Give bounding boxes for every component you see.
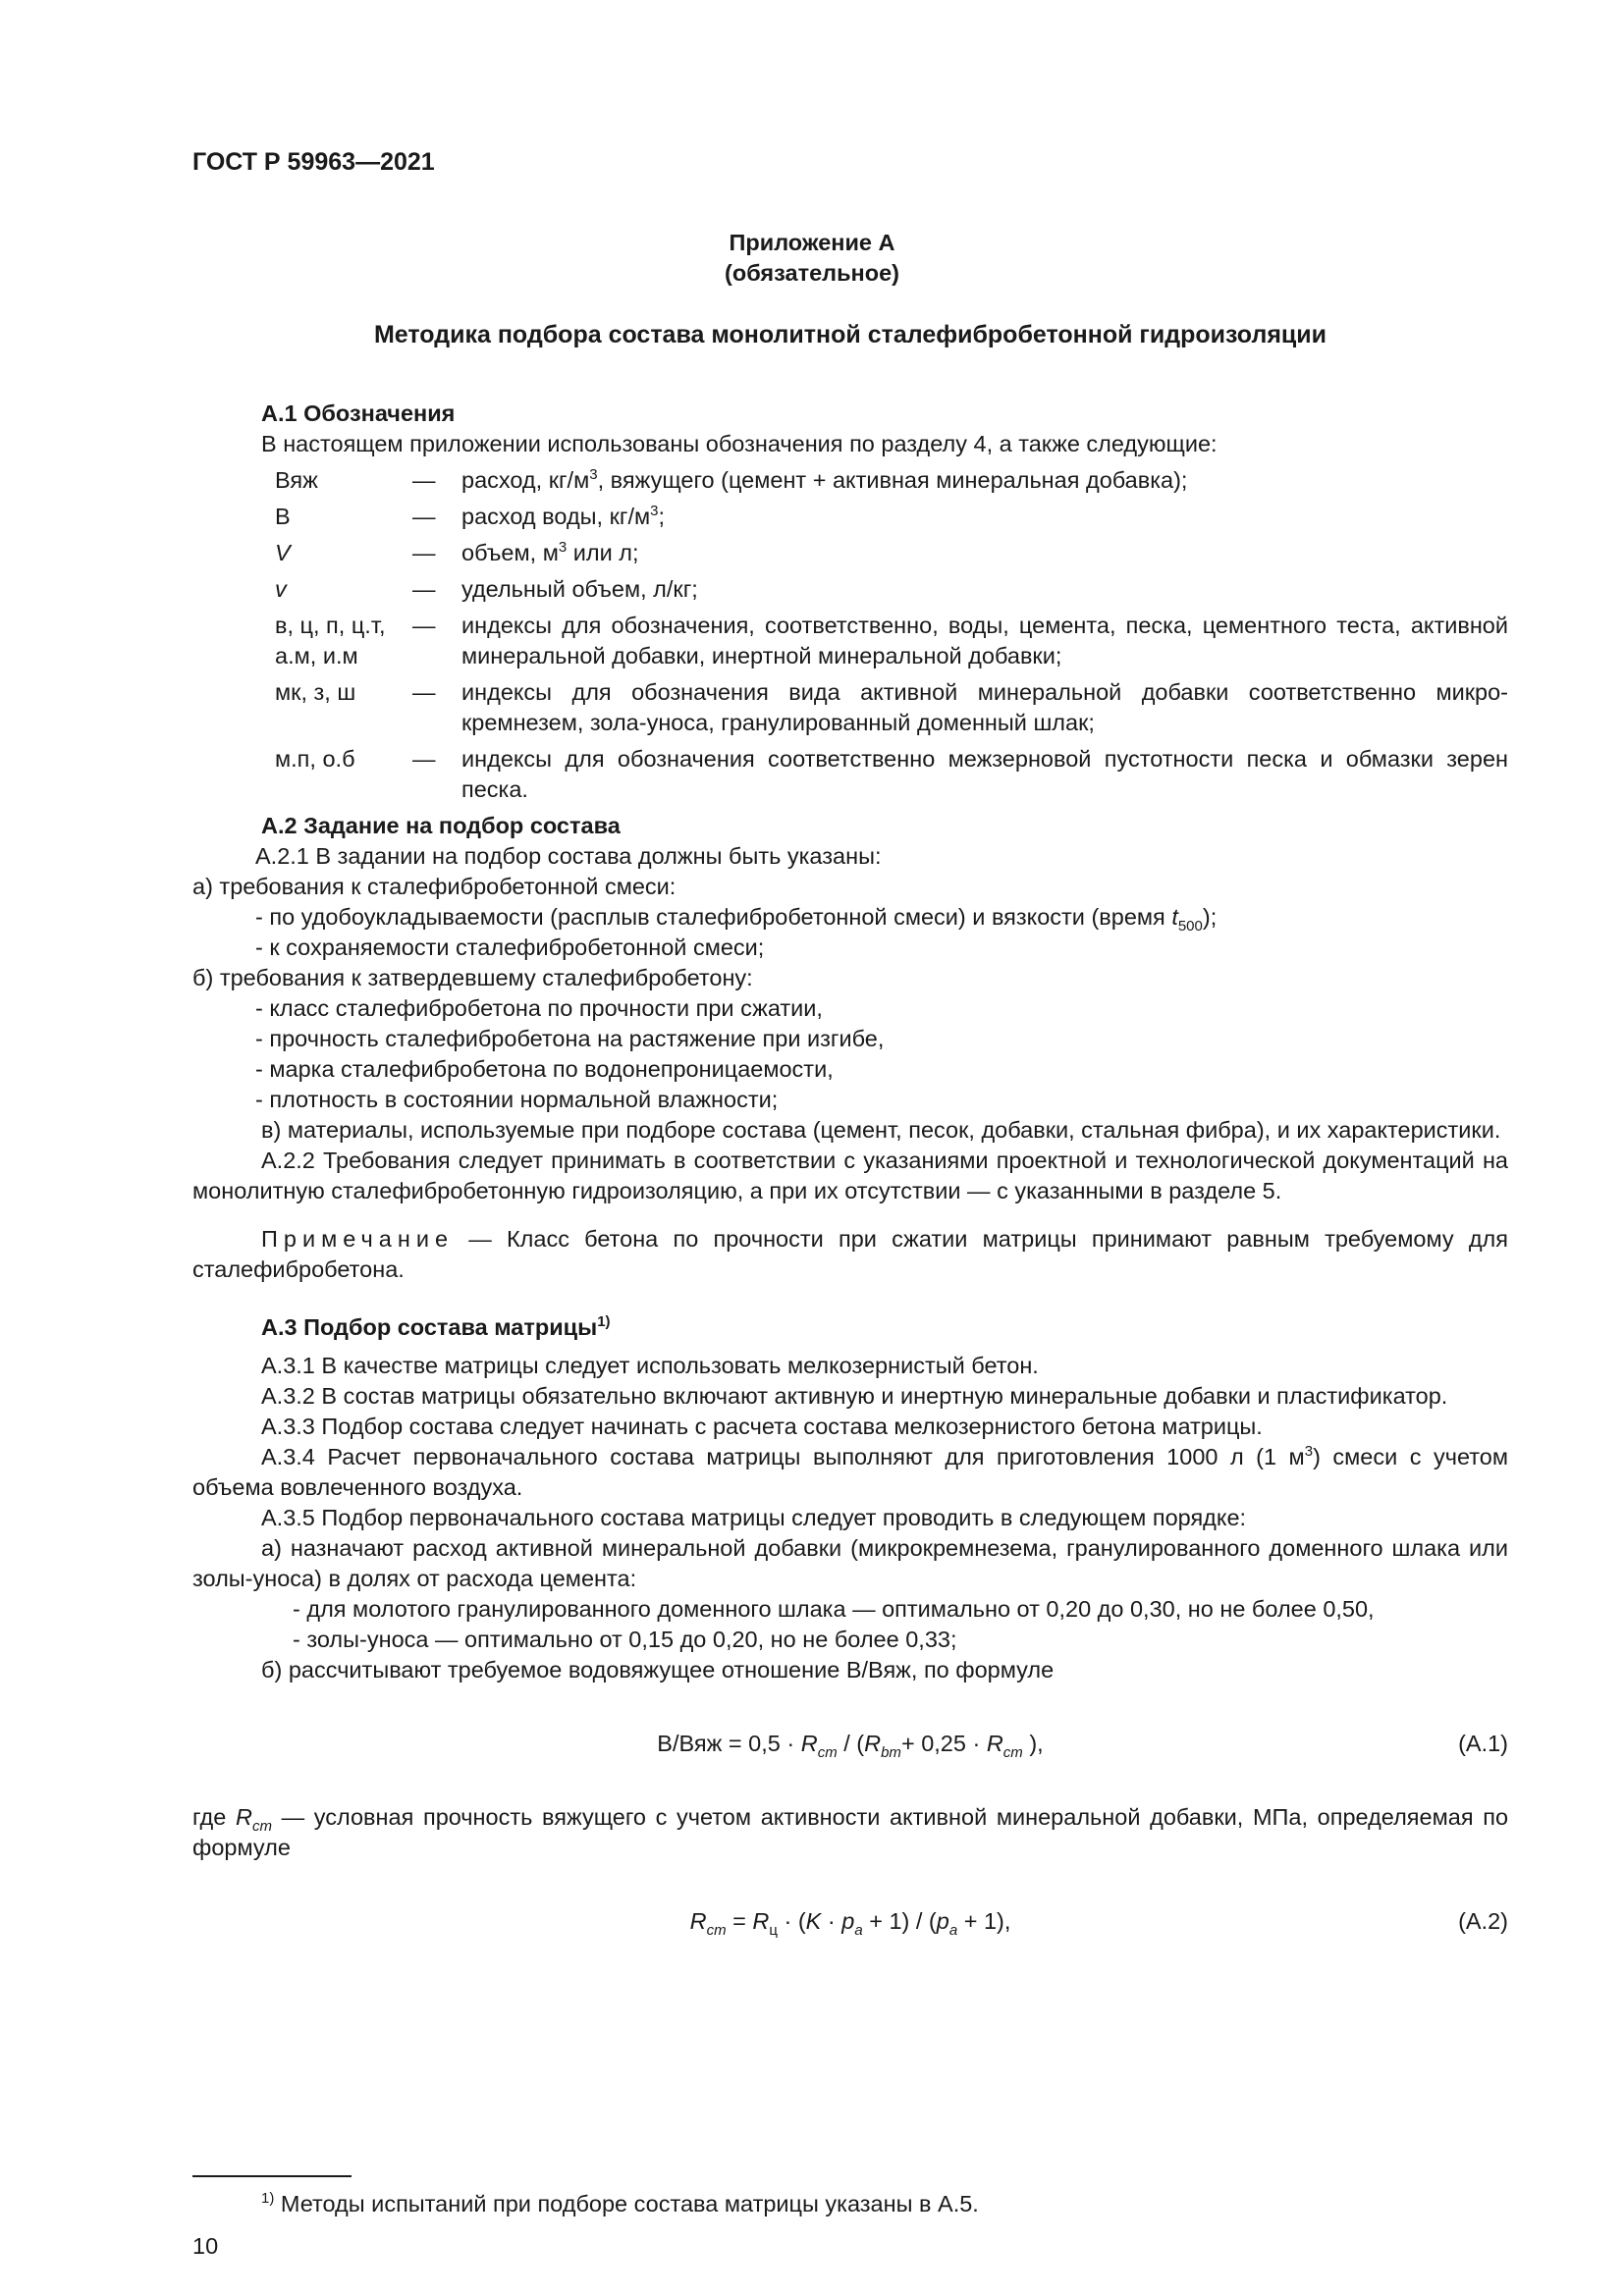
term-label: в, ц, п, ц.т, а.м, и.м [275, 613, 386, 668]
a2-note: Примечание — Класс бетона по прочности при сжатии матрицы принимают равным требуемому для сталефибробетона. [192, 1226, 1508, 1282]
a2-item-b-1: - класс сталефибробетона по прочности при сжатии, [255, 995, 823, 1021]
a3-item-a-2: - золы-уноса — оптимально от 0,15 до 0,20, но не более 0,33; [293, 1627, 957, 1652]
main-content [192, 399, 1508, 1937]
a3-paragraph-1: А.3.1 В качестве матрицы следует использовать мелкозернистый бетон. [261, 1353, 1039, 1378]
term-label: В [275, 504, 291, 529]
term-label: v [275, 576, 287, 602]
term-definition: индексы для обозначения, соответственно, воды, цемента, песка, цементного теста, активной минеральной добавки, инертной минеральной добавки; [461, 613, 1508, 668]
term-definition: объем, $м^3$ или л; [461, 539, 639, 565]
a2-item-a-2: - к сохраняемости сталефибробетонной смеси; [255, 934, 765, 960]
term-dash: — [412, 576, 436, 602]
term-label: Вяж [275, 467, 318, 493]
a1-intro: В настоящем приложении использованы обозначения по разделу 4, а также следующие: [261, 431, 1218, 456]
term-dash: — [412, 540, 436, 565]
a2-item-b: б) требования к затвердевшему сталефибробетону: [192, 965, 753, 990]
term-row [192, 611, 1508, 671]
a3-paragraph-4: А.3.4 Расчет первоначального состава матрицы выполняют для приготовления 1000 л (1 $м^3$) смеси с учетом объема вовлеченного воздуха. [192, 1443, 1508, 1500]
document-code: ГОСТ Р 59963—2021 [192, 148, 435, 176]
a2-paragraph-1: А.2.1 В задании на подбор состава должны быть указаны: [255, 843, 882, 869]
note-label: Примечание [261, 1226, 455, 1252]
term-definition: расход, $кг/м^3$, вяжущего (цемент + активная минеральная добавка); [461, 466, 1188, 493]
footnote: $^{1)}$ Методы испытаний при подборе состава матрицы указаны в А.5. [261, 2190, 979, 2216]
a2-paragraph-2: А.2.2 Требования следует принимать в соответствии с указаниями проектной и технологической документаций на монолитную сталефибробетонную гидроизоляцию, а при их отсутствии — с указанными в разделе 5. [192, 1148, 1508, 1203]
section-heading-a3: А.3 Подбор состава матрицы$^{1)}$ [261, 1313, 611, 1340]
term-dash: — [412, 504, 436, 529]
term-row [192, 538, 1508, 568]
term-definition: удельный объем, л/кг; [461, 576, 698, 602]
a3-paragraph-5: А.3.5 Подбор первоначального состава матрицы следует проводить в следующем порядке: [261, 1505, 1247, 1530]
formula-a1-expression: $В/Вяж = 0,5 \cdot R_{cm} / (R_{bm}+ 0,25 \cdot R_{cm}$ ), [657, 1731, 1044, 1761]
term-row [192, 574, 1508, 605]
formula-a1-number: (А.1) [1458, 1731, 1508, 1756]
a2-item-b-4: - плотность в состоянии нормальной влажности; [255, 1087, 779, 1112]
formula-a2 [192, 1906, 1508, 1937]
where-explanation: где $R_{cm}$ — условная прочность вяжущего с учетом активности активной минеральной добавки, МПа, определяемая по формуле [192, 1804, 1509, 1860]
a2-item-a-1: - по удобоукладываемости (расплыв сталефибробетонной смеси) и вязкости (время $t_{500}$); [255, 904, 1218, 934]
term-label: V [275, 540, 291, 565]
annex-title: Методика подбора состава монолитной сталефибробетонной гидроизоляции [373, 321, 1327, 348]
a2-item-b-2: - прочность сталефибробетона на растяжение при изгибе, [255, 1026, 885, 1051]
section-heading-a2: А.2 Задание на подбор состава [261, 813, 621, 838]
term-definition: индексы для обозначения соответственно межзерновой пустотности песка и обмазки зерен песка. [461, 746, 1508, 802]
footnote-reference: 1) [597, 1313, 611, 1330]
section-heading-a1: А.1 Обозначения [261, 400, 456, 426]
footnote-divider [192, 2175, 352, 2177]
term-definition: индексы для обозначения вида активной минеральной добавки соответственно микрокремнезем, зола-уноса, гранулированный доменный шлак; [461, 679, 1508, 735]
a3-paragraph-3: А.3.3 Подбор состава следует начинать с расчета состава мелкозернистого бетона матрицы. [261, 1414, 1263, 1439]
a2-item-c: в) материалы, используемые при подборе состава (цемент, песок, добавки, стальная фибра), и их характеристики. [261, 1117, 1501, 1143]
term-dash: — [412, 679, 436, 705]
term-definition: расход воды, $кг/м^3$; [461, 503, 666, 529]
formula-a1 [192, 1729, 1508, 1759]
term-dash: — [412, 613, 436, 638]
term-row [192, 465, 1508, 496]
term-dash: — [412, 746, 436, 772]
a3-paragraph-2: А.3.2 В состав матрицы обязательно включают активную и инертную минеральные добавки и пластификатор. [261, 1383, 1448, 1409]
term-dash: — [412, 467, 436, 493]
a3-item-b: б) рассчитывают требуемое водовяжущее отношение В/Вяж, по формуле [261, 1657, 1055, 1682]
formula-a2-number: (А.2) [1458, 1908, 1508, 1934]
a2-item-a: а) требования к сталефибробетонной смеси: [192, 874, 677, 899]
term-row [192, 744, 1508, 805]
formula-a2-expression: $R_{cm} = R_ц \cdot (K \cdot p_a + 1) / (p_a + 1)$, [689, 1908, 1011, 1939]
a2-item-b-3: - марка сталефибробетона по водонепроницаемости, [255, 1056, 834, 1082]
term-row [192, 677, 1508, 738]
term-row [192, 502, 1508, 532]
a3-item-a: а) назначают расход активной минеральной добавки (микрокремнезема, гранулированного доменного шлака или золы-уноса) в долях от расхода цемента: [192, 1535, 1508, 1591]
annex-label: Приложение А [729, 230, 895, 255]
term-label: м.п, о.б [275, 746, 355, 772]
annex-status: (обязательное) [725, 260, 899, 286]
page-number: 10 [192, 2233, 219, 2259]
term-label: мк, з, ш [275, 679, 356, 705]
a3-item-a-1: - для молотого гранулированного доменного шлака — оптимально от 0,20 до 0,30, но не более 0,50, [293, 1596, 1375, 1622]
